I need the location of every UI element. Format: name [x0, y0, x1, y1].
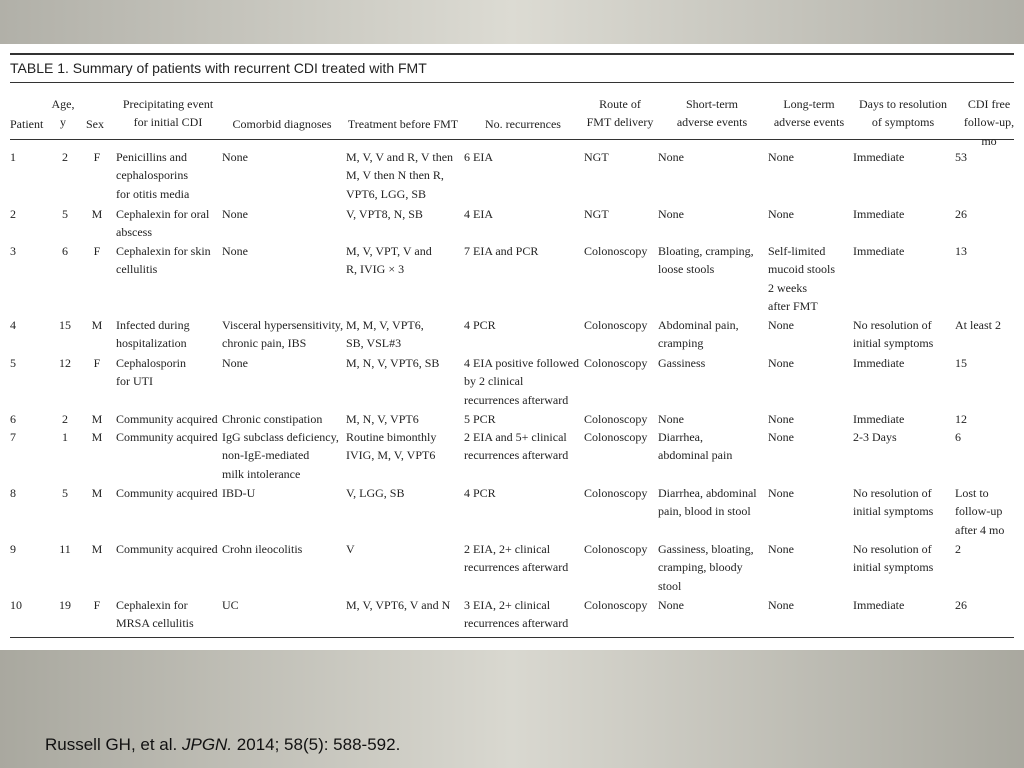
cell-cdi: Lost to follow-up after 4 mo — [955, 486, 1005, 537]
table-title: TABLE 1. Summary of patients with recurrent CDI treated with FMT — [10, 60, 427, 76]
cell-recur: 5 PCR — [464, 412, 496, 426]
cell-route: NGT — [584, 150, 609, 164]
cell-cdi: 53 — [955, 150, 967, 164]
header-patient: Patient — [10, 117, 44, 131]
cell-comorbid: IBD-U — [222, 486, 256, 500]
cell-short: None — [658, 598, 684, 612]
cell-days: No resolution of initial symptoms — [853, 486, 934, 519]
cell-precip: Cephalexin for oral abscess — [116, 207, 210, 240]
cell-route: NGT — [584, 207, 609, 221]
cell-days: No resolution of initial symptoms — [853, 542, 934, 575]
cell-treatment: M, M, V, VPT6, SB, VSL#3 — [346, 318, 424, 351]
header-treatment: Treatment before FMT — [347, 117, 459, 131]
cell-precip: Cephalexin for skin cellulitis — [116, 244, 211, 277]
cell-long: None — [768, 207, 794, 221]
cell-age: 2 — [62, 412, 68, 426]
cell-long: None — [768, 412, 794, 426]
cell-long: None — [768, 430, 794, 444]
table-top-rule — [10, 53, 1014, 55]
cell-short: None — [658, 412, 684, 426]
title-rule — [10, 82, 1014, 83]
citation — [45, 735, 400, 755]
cell-days: Immediate — [853, 598, 905, 612]
table-bottom-rule — [10, 637, 1014, 638]
cell-precip: Community acquired — [116, 430, 218, 444]
cell-treatment: M, N, V, VPT6, SB — [346, 356, 440, 370]
header-sex: Sex — [86, 117, 104, 131]
cell-sex: M — [91, 542, 103, 556]
cell-comorbid: Chronic constipation — [222, 412, 323, 426]
cell-precip: Infected during hospitalization — [116, 318, 190, 351]
cell-precip: Community acquired — [116, 486, 218, 500]
cell-sex: F — [93, 356, 101, 370]
cell-route: Colonoscopy — [584, 412, 648, 426]
header-cdi: CDI free follow-up, mo — [963, 97, 1015, 148]
cell-short: Diarrhea, abdominal pain, blood in stool — [658, 486, 757, 519]
cell-patient: 8 — [10, 486, 16, 500]
cell-age: 5 — [62, 486, 68, 500]
cell-cdi: At least 2 — [955, 318, 1001, 332]
cell-route: Colonoscopy — [584, 486, 648, 500]
cell-recur: 3 EIA, 2+ clinical recurrences afterward — [464, 598, 569, 631]
header-route: Route of FMT delivery — [586, 97, 654, 130]
cell-precip: Cephalexin for MRSA cellulitis — [116, 598, 194, 631]
cell-precip: Penicillins and cephalosporins for otitis media — [116, 150, 190, 201]
citation-authors: Russell GH, et al. — [45, 735, 182, 754]
cell-days: Immediate — [853, 207, 905, 221]
cell-age: 11 — [59, 542, 71, 556]
cell-sex: F — [93, 244, 101, 258]
cell-patient: 10 — [10, 598, 22, 612]
cell-days: No resolution of initial symptoms — [853, 318, 934, 351]
cell-comorbid: None — [222, 207, 248, 221]
cell-comorbid: None — [222, 244, 248, 258]
cell-long: None — [768, 598, 794, 612]
header-age: Age, y — [51, 97, 75, 130]
cell-long: None — [768, 150, 794, 164]
cell-comorbid: Visceral hypersensitivity, chronic pain, IBS — [222, 318, 344, 351]
cell-cdi: 26 — [955, 207, 967, 221]
cell-route: Colonoscopy — [584, 244, 648, 258]
cell-days: Immediate — [853, 356, 905, 370]
cell-age: 12 — [59, 356, 71, 370]
cell-age: 1 — [62, 430, 68, 444]
cell-recur: 4 EIA positive followed by 2 clinical recurrences afterward — [464, 356, 579, 407]
cell-treatment: M, V, VPT, V and R, IVIG × 3 — [346, 244, 432, 277]
cell-recur: 7 EIA and PCR — [464, 244, 539, 258]
cell-age: 2 — [62, 150, 68, 164]
cell-short: Bloating, cramping, loose stools — [658, 244, 754, 277]
citation-details: 2014; 58(5): 588-592. — [232, 735, 401, 754]
cell-cdi: 6 — [955, 430, 961, 444]
cell-route: Colonoscopy — [584, 430, 648, 444]
cell-patient: 2 — [10, 207, 16, 221]
cell-precip: Community acquired — [116, 412, 218, 426]
cell-days: Immediate — [853, 150, 905, 164]
header-long: Long-term adverse events — [773, 97, 845, 130]
cell-cdi: 15 — [955, 356, 967, 370]
cell-precip: Cephalosporin for UTI — [116, 356, 186, 389]
cell-cdi: 26 — [955, 598, 967, 612]
cell-recur: 4 PCR — [464, 318, 496, 332]
cell-sex: M — [91, 430, 103, 444]
cell-recur: 4 EIA — [464, 207, 493, 221]
cell-treatment: M, V, V and R, V then M, V then N then R, VPT6, LGG, SB — [346, 150, 454, 201]
header-rule — [10, 139, 1014, 140]
citation-journal: JPGN. — [182, 735, 233, 754]
cell-long: None — [768, 486, 794, 500]
cell-age: 15 — [59, 318, 71, 332]
cell-recur: 2 EIA and 5+ clinical recurrences afterward — [464, 430, 569, 463]
header-days: Days to resolution of symptoms — [859, 97, 947, 130]
cell-long: None — [768, 542, 794, 556]
cell-days: 2-3 Days — [853, 430, 897, 444]
cell-comorbid: IgG subclass deficiency, non-IgE-mediated milk intolerance — [222, 430, 339, 481]
cell-cdi: 12 — [955, 412, 967, 426]
cell-route: Colonoscopy — [584, 356, 648, 370]
cell-sex: M — [91, 207, 103, 221]
cell-cdi: 2 — [955, 542, 961, 556]
cell-sex: M — [91, 318, 103, 332]
cell-short: Abdominal pain, cramping — [658, 318, 739, 351]
cell-recur: 4 PCR — [464, 486, 496, 500]
header-precip: Precipitating event for initial CDI — [122, 97, 214, 130]
cell-comorbid: Crohn ileocolitis — [222, 542, 303, 556]
header-short: Short-term adverse events — [676, 97, 748, 130]
cell-cdi: 13 — [955, 244, 967, 258]
cell-comorbid: None — [222, 150, 248, 164]
cell-sex: F — [93, 150, 101, 164]
cell-long: None — [768, 356, 794, 370]
cell-route: Colonoscopy — [584, 598, 648, 612]
cell-age: 5 — [62, 207, 68, 221]
cell-long: None — [768, 318, 794, 332]
slide-top-band — [0, 0, 1024, 44]
cell-patient: 3 — [10, 244, 16, 258]
cell-short: Diarrhea, abdominal pain — [658, 430, 733, 463]
cell-patient: 5 — [10, 356, 16, 370]
cell-patient: 4 — [10, 318, 16, 332]
cell-recur: 2 EIA, 2+ clinical recurrences afterward — [464, 542, 569, 575]
cell-patient: 6 — [10, 412, 16, 426]
cell-short: Gassiness — [658, 356, 706, 370]
cell-days: Immediate — [853, 244, 905, 258]
cell-patient: 1 — [10, 150, 16, 164]
cell-comorbid: UC — [222, 598, 239, 612]
cell-patient: 7 — [10, 430, 16, 444]
cell-route: Colonoscopy — [584, 542, 648, 556]
cell-precip: Community acquired — [116, 542, 218, 556]
cell-patient: 9 — [10, 542, 16, 556]
cell-sex: F — [93, 598, 101, 612]
cell-treatment: V — [346, 542, 355, 556]
cell-treatment: V, VPT8, N, SB — [346, 207, 423, 221]
cell-short: Gassiness, bloating, cramping, bloody stool — [658, 542, 754, 593]
cell-treatment: V, LGG, SB — [346, 486, 405, 500]
cell-treatment: Routine bimonthly IVIG, M, V, VPT6 — [346, 430, 437, 463]
header-recur: No. recurrences — [485, 117, 561, 131]
cell-days: Immediate — [853, 412, 905, 426]
header-comorbid: Comorbid diagnoses — [232, 117, 332, 131]
cell-comorbid: None — [222, 356, 248, 370]
cell-recur: 6 EIA — [464, 150, 493, 164]
cell-age: 19 — [59, 598, 71, 612]
cell-long: Self-limited mucoid stools 2 weeks after FMT — [768, 244, 836, 314]
cell-sex: M — [91, 486, 103, 500]
cell-short: None — [658, 150, 684, 164]
cell-short: None — [658, 207, 684, 221]
cell-treatment: M, N, V, VPT6 — [346, 412, 419, 426]
cell-route: Colonoscopy — [584, 318, 648, 332]
cell-age: 6 — [62, 244, 68, 258]
cell-sex: M — [91, 412, 103, 426]
cell-treatment: M, V, VPT6, V and N — [346, 598, 451, 612]
